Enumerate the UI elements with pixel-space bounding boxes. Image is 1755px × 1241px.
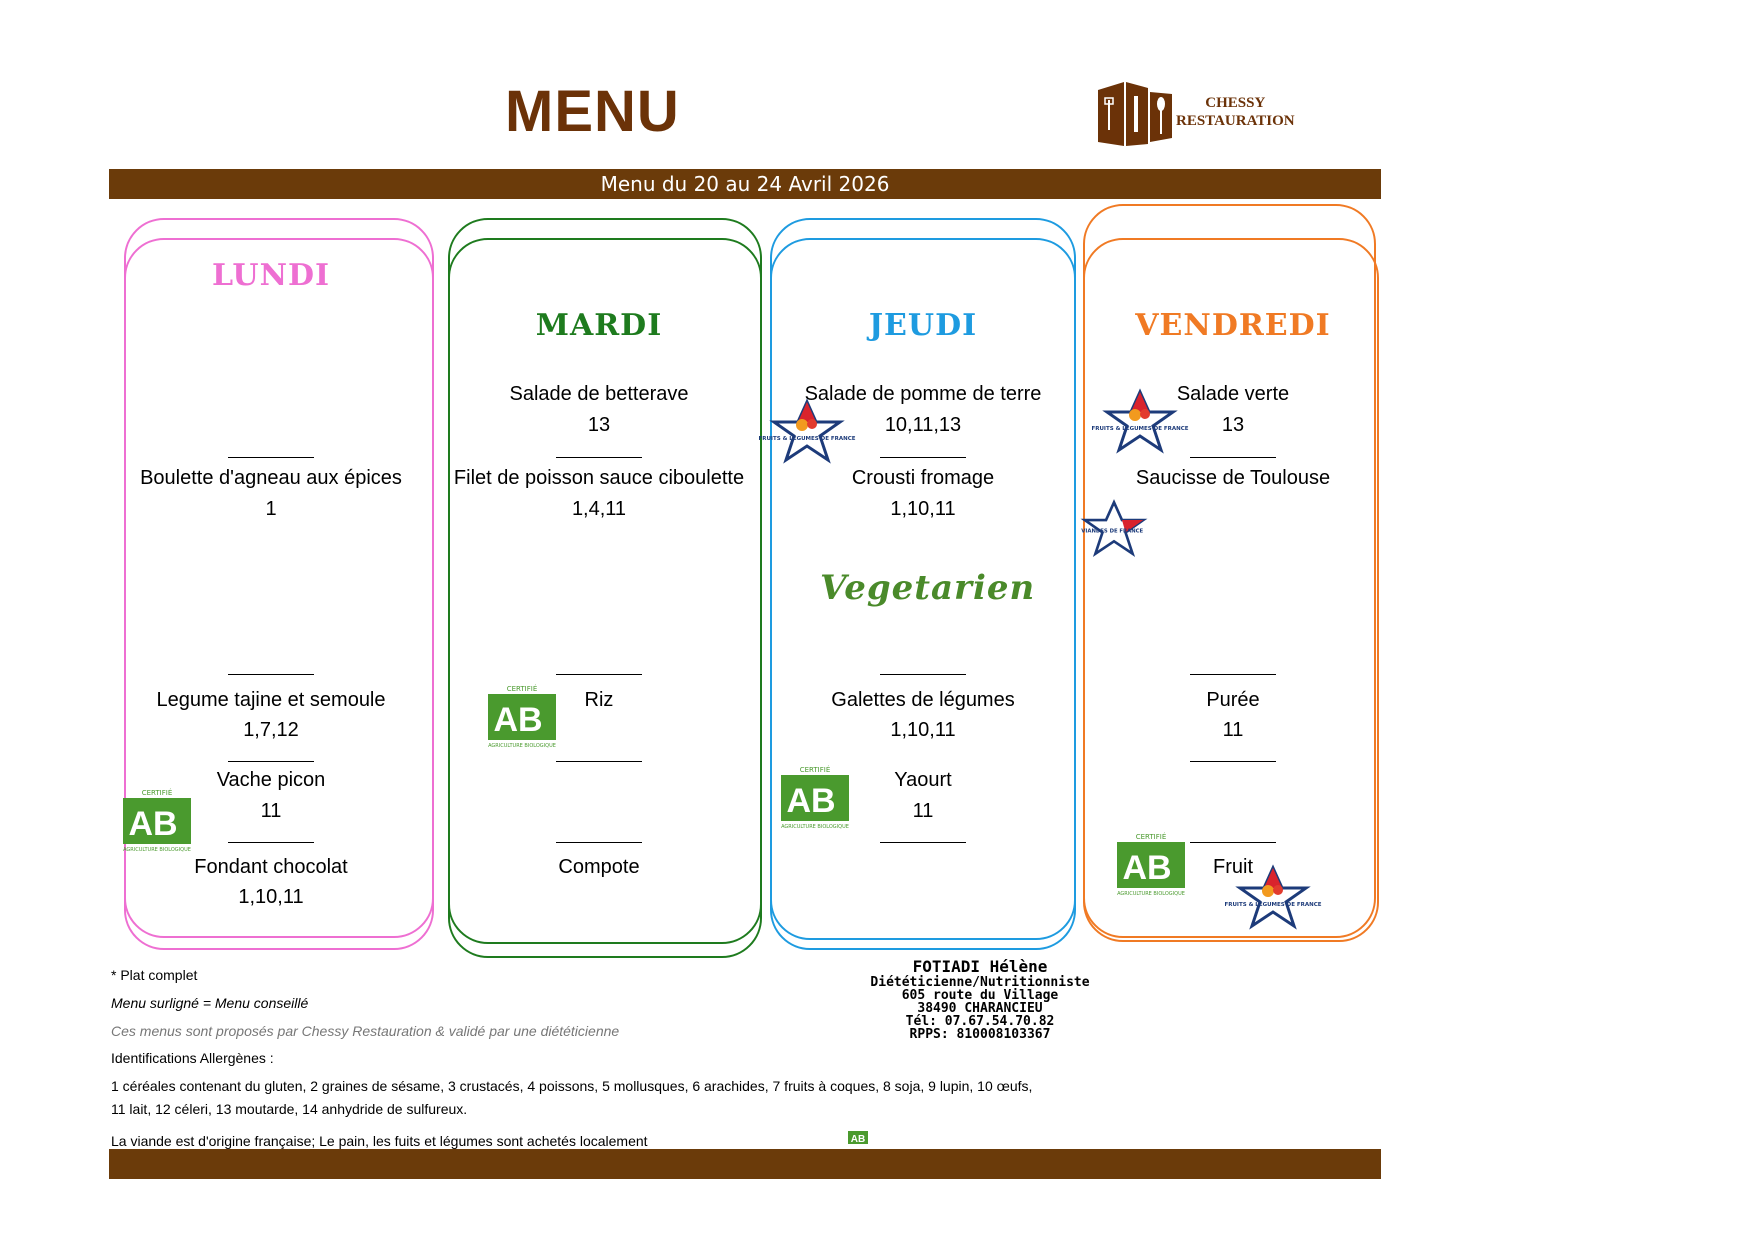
side-allergens: 1,10,11	[890, 719, 956, 741]
dietitian-role: Diététicienne/Nutritionniste	[870, 975, 1090, 990]
side-dish: Galettes de légumes	[831, 689, 1015, 711]
side-dish: Purée	[1206, 689, 1260, 711]
main-dish: Boulette d'agneau aux épices	[140, 467, 402, 489]
day-vendredi: VENDREDI	[1135, 308, 1331, 343]
column-jeudi	[768, 0, 1078, 1241]
dessert: Fondant chocolat	[194, 856, 348, 878]
separator	[1190, 842, 1276, 843]
starter-allergens: 10,11,13	[884, 414, 962, 436]
allergens-line-1: 1 céréales contenant du gluten, 2 graines de sésame, 3 crustacés, 4 poissons, 5 mollusques, 6 arachides, 7 fruits à coques, 8 soja, 9 lupin, 10 œufs,	[111, 1078, 1033, 1094]
ab-organic-icon	[1117, 831, 1185, 899]
main-allergens: 1	[265, 498, 277, 520]
separator	[556, 842, 642, 843]
logo-line-2: RESTAURATION	[1176, 113, 1295, 129]
dietitian-rpps: RPPS: 810008103367	[909, 1027, 1051, 1042]
main-dish: Filet de poisson sauce ciboulette	[453, 467, 745, 489]
main-dish: Saucisse de Toulouse	[1135, 467, 1331, 489]
footnote-propose: Ces menus sont proposés par Chessy Restauration & validé par une diététicienne	[111, 1023, 620, 1039]
separator	[228, 761, 314, 762]
viandes-de-france-icon	[1083, 500, 1145, 556]
dietitian-phone: Tél: 07.67.54.70.82	[905, 1014, 1055, 1029]
svg-text:CERTIFIÉ: CERTIFIÉ	[141, 789, 173, 797]
dietitian-stamp	[830, 958, 1130, 1041]
separator	[1190, 674, 1276, 675]
separator	[880, 842, 966, 843]
column-vendredi	[1078, 0, 1388, 1241]
dessert: Fruit	[1213, 856, 1253, 878]
dietitian-address-2: 38490 CHARANCIEU	[917, 1001, 1043, 1016]
dessert-allergens: 11	[912, 800, 934, 822]
side-allergens: 11	[1222, 719, 1244, 741]
svg-text:AGRICULTURE BIOLOGIQUE: AGRICULTURE BIOLOGIQUE	[781, 824, 849, 830]
ab-organic-icon	[488, 683, 556, 751]
origin-note: La viande est d'origine française; Le pain, les fuits et légumes sont achetés localement	[111, 1133, 648, 1149]
footnote-plat-complet: * Plat complet	[111, 967, 198, 983]
allergens-title: Identifications Allergènes :	[111, 1050, 274, 1066]
starter-allergens: 13	[587, 414, 611, 436]
svg-text:AGRICULTURE BIOLOGIQUE: AGRICULTURE BIOLOGIQUE	[1117, 891, 1185, 897]
dietitian-name: FOTIADI Hélène	[912, 957, 1048, 976]
svg-text:AB: AB	[786, 782, 836, 820]
column-mardi	[444, 0, 754, 1241]
dessert: Compote	[558, 856, 640, 878]
separator	[880, 674, 966, 675]
svg-text:AB: AB	[128, 805, 178, 843]
side-dish: Riz	[584, 689, 614, 711]
ab-organic-small-icon	[848, 1128, 868, 1148]
day-lundi: LUNDI	[211, 258, 331, 293]
fruits-legumes-france-icon	[1224, 866, 1322, 928]
dietitian-address-1: 605 route du Village	[901, 988, 1059, 1003]
main-allergens: 1,10,11	[890, 498, 956, 520]
dessert-allergens: 1,10,11	[238, 886, 304, 908]
starter: Salade de pomme de terre	[804, 383, 1042, 405]
dessert: Yaourt	[894, 769, 952, 791]
svg-text:AGRICULTURE BIOLOGIQUE: AGRICULTURE BIOLOGIQUE	[488, 743, 556, 749]
fruits-legumes-france-icon	[1091, 390, 1189, 452]
vegetarian-label: Vegetarien	[820, 568, 1036, 608]
separator	[880, 457, 966, 458]
svg-text:FRUITS & LÉGUMES DE FRANCE: FRUITS & LÉGUMES DE FRANCE	[1224, 902, 1322, 908]
day-mardi: MARDI	[535, 308, 663, 343]
svg-text:AB: AB	[1122, 849, 1172, 887]
ab-organic-icon	[123, 787, 191, 855]
main-allergens: 1,4,11	[571, 498, 627, 520]
starter: Salade verte	[1176, 383, 1290, 405]
footnote-conseille: Menu surligné = Menu conseillé	[111, 995, 309, 1011]
cheese-allergens: 11	[260, 800, 282, 822]
svg-text:FRUITS & LÉGUMES DE FRANCE: FRUITS & LÉGUMES DE FRANCE	[1091, 426, 1189, 432]
svg-text:AGRICULTURE BIOLOGIQUE: AGRICULTURE BIOLOGIQUE	[123, 847, 191, 853]
svg-text:VIANDES DE FRANCE: VIANDES DE FRANCE	[1081, 528, 1144, 535]
separator	[1190, 761, 1276, 762]
logo-line-1: CHESSY	[1205, 95, 1266, 111]
svg-text:AB: AB	[850, 1134, 866, 1145]
day-jeudi: JEUDI	[868, 308, 978, 343]
svg-text:AB: AB	[493, 701, 543, 739]
footer-bar	[109, 1149, 1381, 1179]
svg-text:FRUITS & LÉGUMES DE FRANCE: FRUITS & LÉGUMES DE FRANCE	[758, 436, 856, 442]
separator	[1190, 457, 1276, 458]
starter-allergens: 13	[1221, 414, 1245, 436]
ab-organic-icon	[781, 764, 849, 832]
separator	[228, 674, 314, 675]
svg-text:CERTIFIÉ: CERTIFIÉ	[799, 766, 831, 774]
separator	[228, 457, 314, 458]
svg-text:CERTIFIÉ: CERTIFIÉ	[506, 685, 538, 693]
cheese: Vache picon	[216, 769, 326, 791]
page-title: MENU	[505, 79, 680, 144]
separator	[556, 457, 642, 458]
separator	[556, 761, 642, 762]
main-dish: Crousti fromage	[851, 467, 995, 489]
week-label: Menu du 20 au 24 Avril 2026	[600, 172, 890, 196]
side-allergens: 1,7,12	[243, 719, 299, 741]
svg-text:CERTIFIÉ: CERTIFIÉ	[1135, 833, 1167, 841]
fruits-legumes-france-icon	[758, 400, 856, 462]
starter: Salade de betterave	[509, 383, 689, 405]
side-dish: Legume tajine et semoule	[156, 689, 386, 711]
separator	[556, 674, 642, 675]
separator	[228, 842, 314, 843]
allergens-line-2: 11 lait, 12 céleri, 13 moutarde, 14 anhydride de sulfureux.	[111, 1101, 468, 1117]
